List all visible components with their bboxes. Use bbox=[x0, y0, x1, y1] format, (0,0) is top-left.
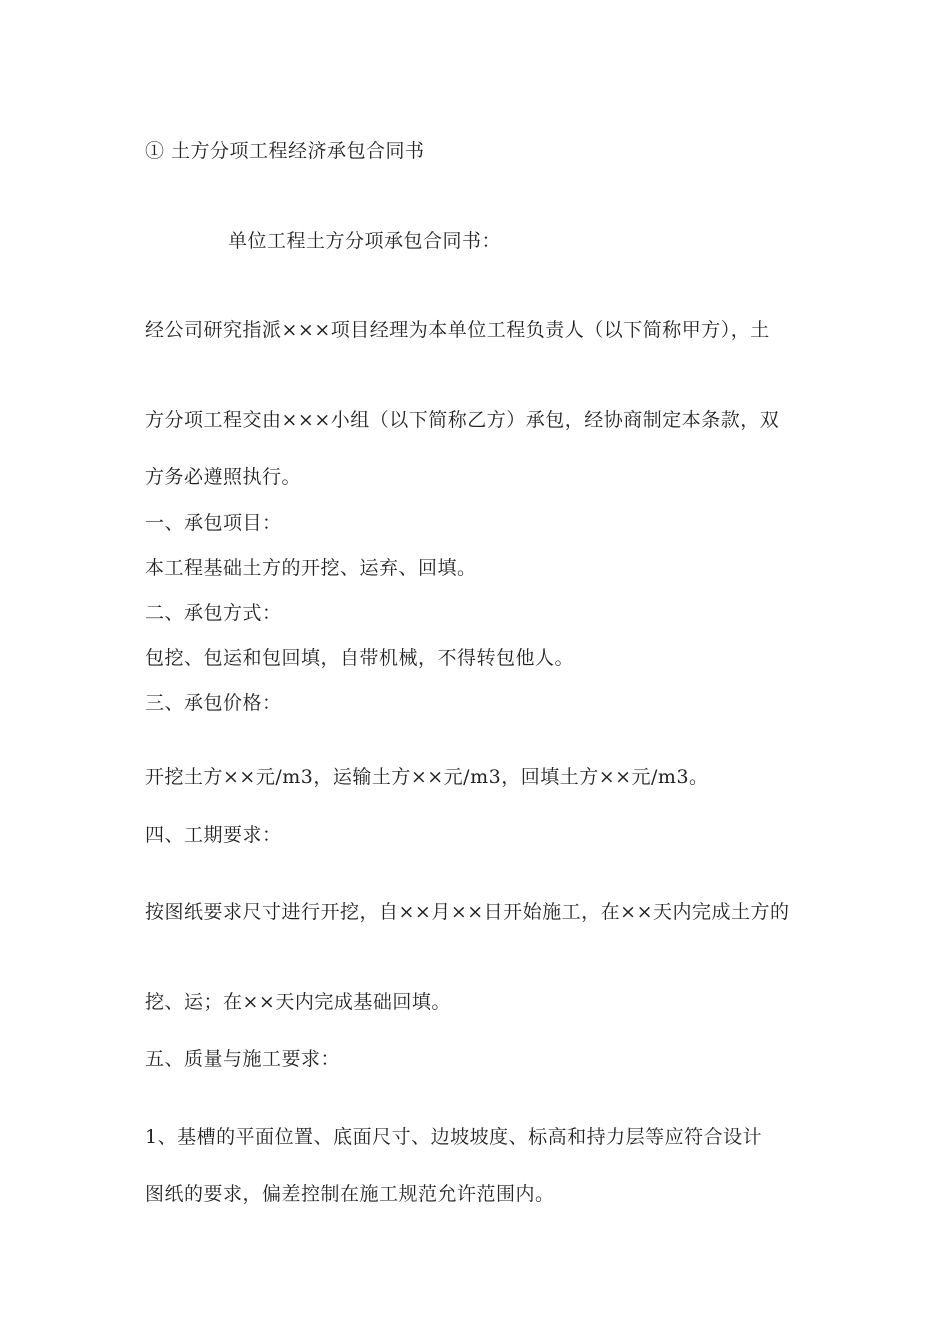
document-subtitle: 单位工程土方分项承包合同书： bbox=[228, 230, 502, 252]
section-4-body-line-1: 按图纸要求尺寸进行开挖，自××月××日开始施工，在××天内完成土方的 bbox=[145, 901, 790, 923]
section-4-heading: 四、工期要求： bbox=[145, 824, 282, 846]
section-2-heading: 二、承包方式： bbox=[145, 602, 282, 624]
intro-line-1: 经公司研究指派×××项目经理为本单位工程负责人（以下简称甲方），土 bbox=[145, 319, 770, 341]
section-1-body: 本工程基础土方的开挖、运弃、回填。 bbox=[145, 557, 477, 579]
document-title: ① 土方分项工程经济承包合同书 bbox=[145, 140, 425, 162]
section-5-heading: 五、质量与施工要求： bbox=[145, 1048, 341, 1070]
intro-line-3: 方务必遵照执行。 bbox=[145, 466, 302, 488]
intro-line-2: 方分项工程交由×××小组（以下简称乙方）承包，经协商制定本条款，双 bbox=[145, 409, 780, 431]
section-1-heading: 一、承包项目： bbox=[145, 512, 282, 534]
section-4-body-line-2: 挖、运；在××天内完成基础回填。 bbox=[145, 991, 451, 1013]
section-3-body: 开挖土方××元/m3，运输土方××元/m3，回填土方××元/m3。 bbox=[145, 766, 709, 788]
section-5-body-line-1: 1、基槽的平面位置、底面尺寸、边坡坡度、标高和持力层等应符合设计 bbox=[145, 1126, 763, 1148]
section-2-body: 包挖、包运和包回填，自带机械，不得转包他人。 bbox=[145, 647, 575, 669]
section-3-heading: 三、承包价格： bbox=[145, 692, 282, 714]
section-5-body-line-2: 图纸的要求，偏差控制在施工规范允许范围内。 bbox=[145, 1183, 555, 1205]
